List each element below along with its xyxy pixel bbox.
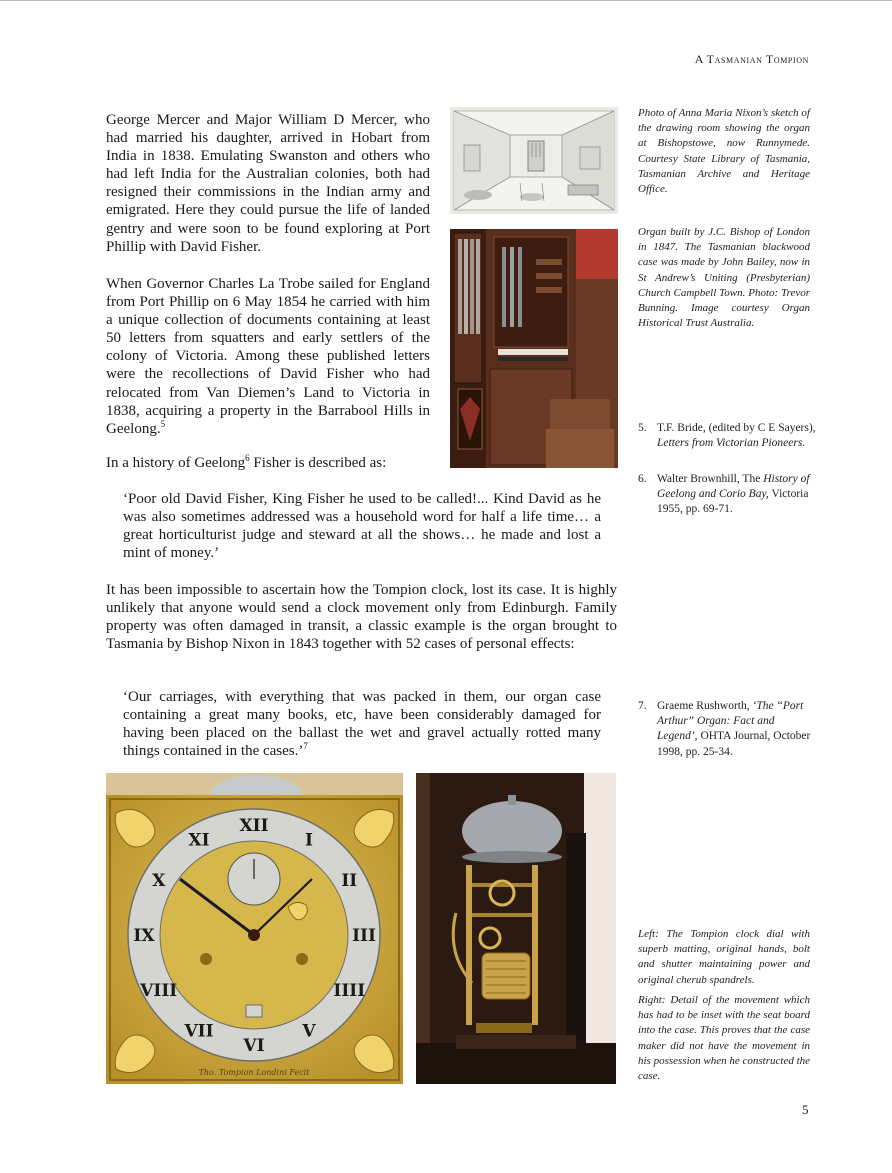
footnote-ref-6: 6 — [245, 453, 250, 463]
clock-movement-image — [416, 773, 616, 1084]
dial-numeral: I — [305, 830, 313, 851]
footnote-5 — [638, 421, 816, 451]
sketch-drawing-room-image — [450, 107, 618, 214]
paragraph-tompion-case: It has been impossible to ascertain how the Tompion clock, lost its case. It is highly unlikely that anyone would send a clock movement only from Edinburgh. Family property was often damaged in transit, a classic example is the organ brought to Tasmania by Bishop Nixon in 1843 together with 52 cases of personal effects: — [106, 582, 617, 653]
caption-movement: Right: Detail of the movement which has had to be inset with the seat board into the case. This proves that the case maker did not have the movement in his possession when he constructed the case. — [638, 994, 811, 1083]
footnote-7 — [638, 699, 816, 760]
footnote-7-text-b: OHTA Journal, October 1998, pp. 25-34. — [657, 730, 811, 758]
running-title: A Tasmanian Tompion — [694, 52, 809, 66]
clock-dial-photo — [106, 773, 403, 1084]
footnote-7-title: ‘The “Port Arthur” Organ: Fact and Legend’, — [657, 700, 804, 743]
quote-bishop-nixon — [123, 688, 601, 760]
paragraph-geelong-after: Fisher is described as: — [249, 455, 387, 471]
organ-image — [450, 229, 618, 468]
dial-numeral: V — [302, 1021, 316, 1042]
footnote-5-body — [657, 421, 816, 451]
footnote-6 — [638, 472, 816, 518]
dial-numeral: XII — [239, 816, 269, 836]
footnote-5-title: Letters from Victorian Pioneers. — [657, 437, 806, 450]
footnote-6-text-b: Victoria 1955, pp. 69-71. — [657, 488, 809, 516]
dial-numeral: VIII — [140, 981, 178, 1001]
footnote-6-number: 6. — [638, 473, 647, 485]
caption-sketch: Photo of Anna Maria Nixon’s sketch of the drawing room showing the organ at Bishopstowe, now Runnymede. Courtesy State Library of Tasmania, Tasmanian Archive and Heritage Office. — [638, 107, 810, 196]
quote-bishop-nixon-text: ‘Our carriages, with everything that was packed in them, our organ case containing a great many books, etc, have been considerably damaged for having been placed on the ballast the wet and gravel actually rotted many things contained in the cases.’ — [123, 689, 601, 760]
dial-numeral: II — [341, 871, 358, 891]
caption-dial: Left: The Tompion clock dial with superb matting, original hands, bolt and shutter maintaining power and original cherub spandrels. — [638, 928, 810, 986]
footnote-7-number: 7. — [638, 700, 647, 712]
sketch-drawing-room-photo — [450, 107, 618, 214]
paragraph-la-trobe — [106, 275, 430, 438]
paragraph-geelong-before: In a history of Geelong — [106, 455, 246, 471]
page-number: 5 — [802, 1102, 809, 1117]
dial-signature: Tho. Tompion Londini Fecit — [198, 1068, 310, 1077]
clock-movement-photo — [416, 773, 616, 1084]
dial-numeral: III — [352, 926, 376, 946]
footnote-6-title: History of Geelong and Corio Bay, — [657, 473, 810, 501]
dial-numeral: IIII — [333, 981, 366, 1001]
footnote-ref-5: 5 — [160, 418, 166, 429]
footnote-7-text: Graeme Rushworth, — [657, 700, 753, 712]
quote-david-fisher: ‘Poor old David Fisher, King Fisher he used to be called!... Kind David as he was also sometimes addressed was a household word for half a life time… a great horticulturist judge and steward at all the shows… he made and lost a mint of money.’ — [123, 491, 601, 562]
footnote-5-text: T.F. Bride, (edited by C E Sayers), — [657, 422, 816, 434]
paragraph-la-trobe-text: When Governor Charles La Trobe sailed for England from Port Phillip on 6 May 1854 he carried with him a unique collection of documents containing at least 50 letters from squatters and early settlers of the colony of Victoria. Among these published letters were the recollections of David Fisher who had relocated from Van Diemen’s Land to Victoria in 1838, acquiring a property in the Barrabool Hills in Geelong. — [106, 276, 430, 437]
organ-photo — [450, 229, 618, 468]
top-rule — [0, 0, 892, 1]
footnote-ref-7: 7 — [303, 741, 308, 752]
footnote-7-body — [657, 699, 816, 760]
clock-dial-image — [106, 773, 403, 1084]
paragraph-mercer: George Mercer and Major William D Mercer, who had married his daughter, arrived in Hobart from India in 1838. Emulating Swanston and others who had left India for the Australian colonies, both had resigned their commissions in the Indian army and emigrated. Here they could pursue the life of landed gentry and were soon to be found exploring at Port Phillip with David Fisher. — [106, 112, 430, 255]
footnote-6-text: Walter Brownhill, The — [657, 473, 764, 485]
date-aperture — [246, 1005, 262, 1017]
dial-numeral: X — [152, 871, 166, 891]
dial-numeral: VII — [184, 1021, 214, 1042]
dial-numeral: IX — [133, 926, 155, 946]
caption-organ: Organ built by J.C. Bishop of London in 1847. The Tasmanian blackwood case was made by John Bailey, now in St Andrew’s Uniting (Presbyterian) Church Campbell Town. Photo: Trevor Bunning. Image courtesy Organ Historical Trust Australia. — [638, 226, 810, 330]
paragraph-geelong — [106, 454, 430, 472]
dial-numeral: XI — [188, 830, 210, 851]
footnote-5-number: 5. — [638, 422, 647, 434]
footnote-6-body — [657, 472, 816, 518]
dial-numeral: VI — [243, 1036, 265, 1056]
